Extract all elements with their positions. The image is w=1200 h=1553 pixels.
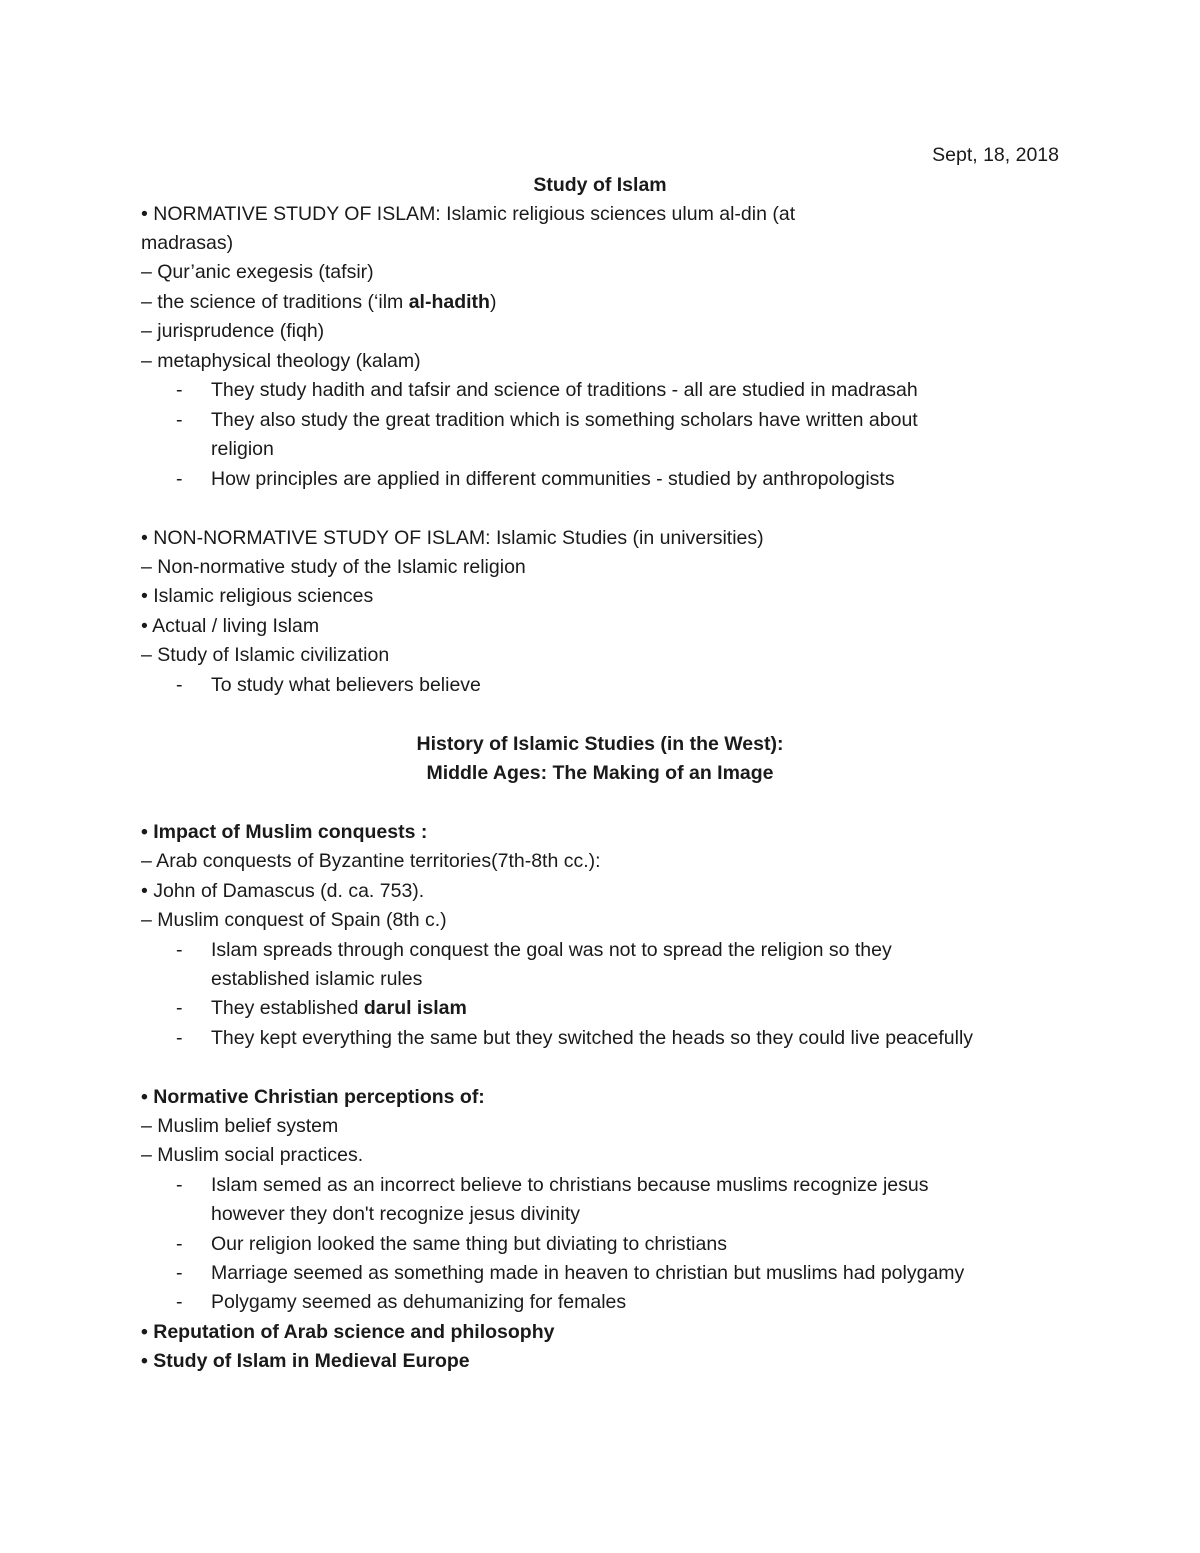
list-item: – Muslim conquest of Spain (8th c.) [141,909,447,931]
sub-note-text: Islam spreads through conquest the goal was not to spread the religion so they [211,939,892,961]
list-item: – Study of Islamic civilization [141,644,390,666]
sub-note-continuation: religion [211,438,274,460]
sub-note [176,1173,928,1197]
bold-term: darul islam [363,997,467,1019]
list-item: – Qur’anic exegesis (tafsir) [141,261,374,283]
conquests-heading: • Impact of Muslim conquests : [141,821,428,843]
section-subheading: Middle Ages: The Making of an Image [426,762,774,784]
dash-marker: - [176,1027,183,1049]
dash-marker: - [176,379,183,401]
sub-note-continuation: established islamic rules [211,968,423,990]
list-item: • Islamic religious sciences [141,585,374,607]
text-span: ) [489,291,497,313]
sub-note [176,378,918,402]
dash-marker: - [176,1291,183,1313]
sub-note-text: Marriage seemed as something made in heaven to christian but muslims had polygamy [211,1262,965,1284]
sub-note-text: Polygamy seemed as dehumanizing for females [211,1291,627,1313]
sub-note [176,467,895,491]
sub-note-text: They also study the great tradition which is something scholars have written about [211,409,918,431]
list-item: – jurisprudence (fiqh) [141,320,325,342]
section-heading: History of Islamic Studies (in the West): [416,733,784,755]
list-item: – Muslim belief system [141,1115,339,1137]
list-item: • Actual / living Islam [141,615,320,637]
dash-marker: - [176,409,183,431]
sub-note [176,1026,973,1050]
list-item: – Non-normative study of the Islamic religion [141,556,526,578]
closing-item: • Reputation of Arab science and philosophy [141,1321,555,1343]
sub-note-text: Our religion looked the same thing but diviating to christians [211,1233,727,1255]
list-item [141,290,496,314]
dash-marker: - [176,997,183,1019]
normative-heading-line-2: madrasas) [141,232,234,254]
sub-note [176,1290,626,1314]
closing-item: • Study of Islam in Medieval Europe [141,1350,470,1372]
sub-note [176,673,481,697]
sub-note-text: To study what believers believe [211,674,481,696]
page-title: Study of Islam [533,174,667,196]
text-span: – the science of traditions (‘ilm [141,291,409,313]
normative-heading-line-1: • NORMATIVE STUDY OF ISLAM: Islamic religious sciences ulum al-din (at [141,203,796,225]
sub-note [176,996,467,1020]
sub-note-text: They established [211,997,364,1019]
dash-marker: - [176,674,183,696]
sub-note [176,938,892,962]
sub-note [176,1261,964,1285]
list-item: – Muslim social practices. [141,1144,364,1166]
sub-note-text: Islam semed as an incorrect believe to christians because muslims recognize jesus [211,1174,929,1196]
dash-marker: - [176,1233,183,1255]
sub-note [176,1232,727,1256]
sub-note-text: They kept everything the same but they switched the heads so they could live peacefully [211,1027,974,1049]
dash-marker: - [176,468,183,490]
dash-marker: - [176,1174,183,1196]
bold-term: al-hadith [408,291,490,313]
list-item: – metaphysical theology (kalam) [141,350,421,372]
list-item: • John of Damascus (d. ca. 753). [141,880,425,902]
sub-note-text: How principles are applied in different communities - studied by anthropologists [211,468,895,490]
perceptions-heading: • Normative Christian perceptions of: [141,1086,485,1108]
dash-marker: - [176,1262,183,1284]
dash-marker: - [176,939,183,961]
sub-note [176,408,918,432]
sub-note-text: They study hadith and tafsir and science of traditions - all are studied in madrasah [211,379,918,401]
non-normative-heading: • NON-NORMATIVE STUDY OF ISLAM: Islamic Studies (in universities) [141,527,764,549]
sub-note-continuation: however they don't recognize jesus divinity [211,1203,581,1225]
list-item: – Arab conquests of Byzantine territories(7th-8th cc.): [141,850,601,872]
date: Sept, 18, 2018 [932,144,1059,166]
